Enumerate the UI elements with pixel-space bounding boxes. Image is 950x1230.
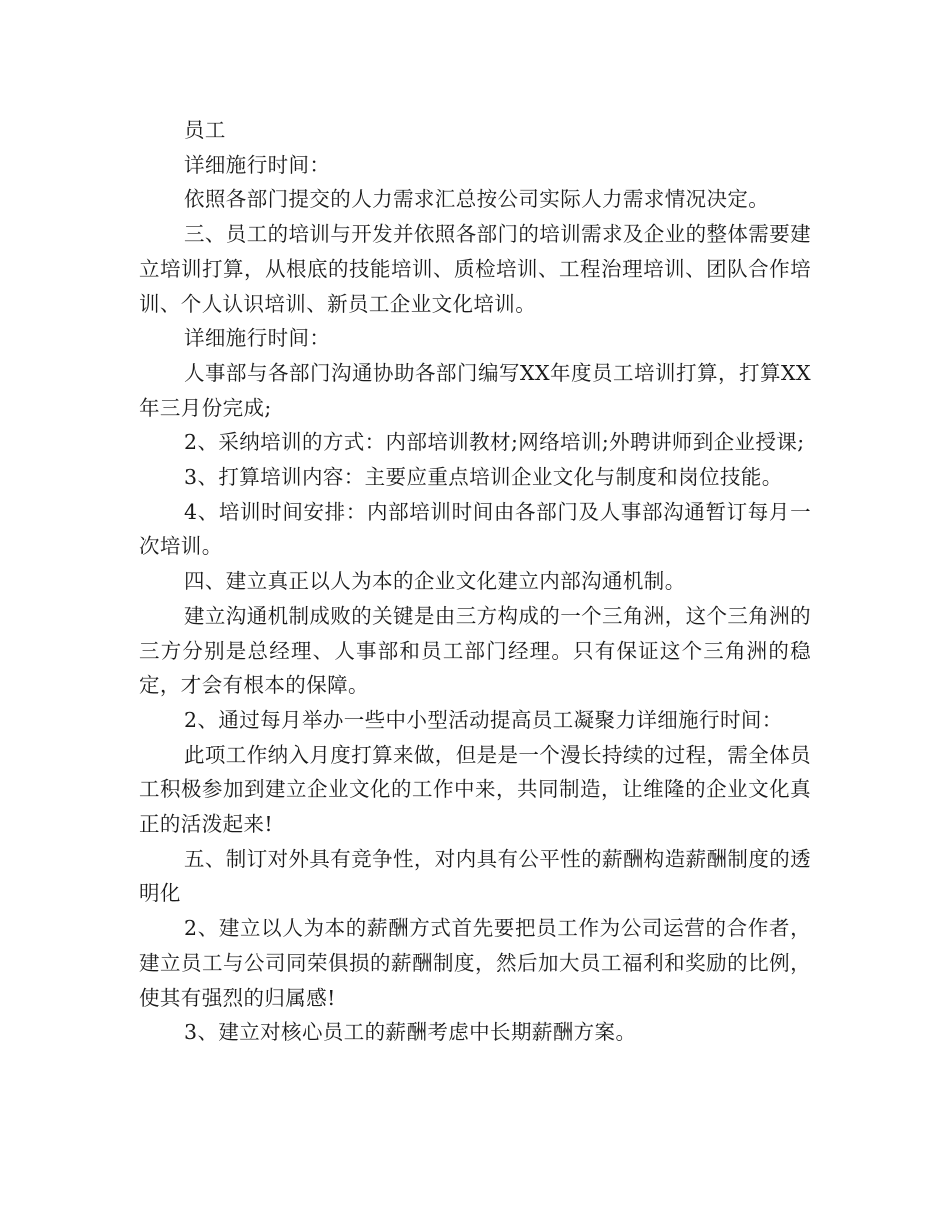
paragraph-3: 依照各部门提交的人力需求汇总按公司实际人力需求情况决定。 [184,187,770,212]
paragraph-8: 3、打算培训内容：主要应重点培训企业文化与制度和岗位技能。 [184,465,783,490]
paragraph-9: 4、培训时间安排：内部培训时间由各部门及人事部沟通暂订每月一次培训。 [139,499,811,559]
paragraph-10: 四、建立真正以人为本的企业文化建立内部沟通机制。 [184,569,686,594]
paragraph-2: 详细施行时间： [184,152,331,177]
paragraph-5: 详细施行时间： [184,326,331,351]
paragraph-15: 2、建立以人为本的薪酬方式首先要把员工作为公司运营的合作者，建立员工与公司同荣俱损的薪酬制度，然后加大员工福利和奖励的比例，使其有强烈的归属感! [139,916,811,1010]
paragraph-7: 2、采纳培训的方式：内部培训教材;网络培训;外聘讲师到企业授课; [184,430,805,455]
paragraph-11: 建立沟通机制成败的关键是由三方构成的一个三角洲，这个三角洲的三方分别是总经理、人事部和员工部门经理。只有保证这个三角洲的稳定，才会有根本的保障。 [139,603,811,698]
paragraph-13: 此项工作纳入月度打算来做，但是是一个漫长持续的过程，需全体员工积极参加到建立企业文化的工作中来，共同制造，让维隆的企业文化真正的活泼起来! [139,742,811,837]
paragraph-4: 三、员工的培训与开发并依照各部门的培训需求及企业的整体需要建立培训打算，从根底的技能培训、质检培训、工程治理培训、团队合作培训、个人认识培训、新员工企业文化培训。 [139,222,811,316]
paragraph-14: 五、制订对外具有竞争性，对内具有公平性的薪酬构造薪酬制度的透明化 [139,846,811,906]
document-body [139,113,811,1050]
paragraph-16: 3、建立对核心员工的薪酬考虑中长期薪酬方案。 [184,1020,637,1045]
paragraph-1: 员工 [184,118,226,142]
paragraph-12: 2、通过每月举办一些中小型活动提高员工凝聚力详细施行时间： [184,707,783,732]
paragraph-6: 人事部与各部门沟通协助各部门编写XX年度员工培训打算，打算XX年三月份完成; [139,360,811,420]
